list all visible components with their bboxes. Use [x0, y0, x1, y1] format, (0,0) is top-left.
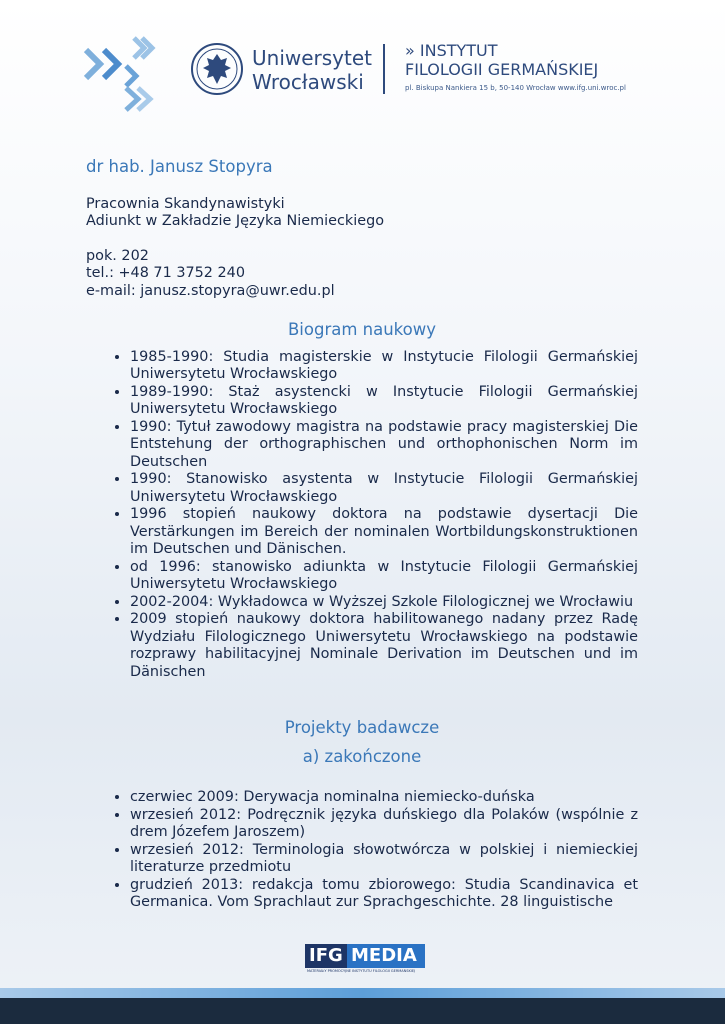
list-item: • 2009 stopień naukowy doktora habilitowanego nadany przez Radę Wydziału Filologicznego Uniwersytetu Wrocławskiego na podstawie rozprawy habilitacyjnej Nominale Derivation im Deutschen und im Dänischen: [130, 611, 638, 681]
biography-heading: Biogram naukowy: [287, 320, 437, 339]
phone-number: tel.: +48 71 3752 240: [86, 265, 245, 281]
main-content: [86, 158, 638, 912]
contact-info: [86, 248, 638, 301]
list-item: • od 1996: stanowisko adiunkta w Instytucie Filologii Germańskiej Uniwersytetu Wrocławskiego: [130, 559, 638, 594]
list-item: • wrzesień 2012: Terminologia słowotwórcza w polskiej i niemieckiej literaturze przedmiotu: [130, 842, 638, 877]
ifg-media-logo: [305, 944, 423, 974]
institute-address: pl. Biskupa Nankiera 15 b, 50-140 Wrocław www.ifg.uni.wroc.pl: [405, 84, 626, 92]
list-item: • 1985-1990: Studia magisterskie w Instytucie Filologii Germańskiej Uniwersytetu Wrocławskiego: [130, 349, 638, 384]
footer-accent-bar: [0, 988, 725, 998]
university-name: [252, 46, 372, 94]
logo-part-ifg: IFG: [305, 944, 347, 968]
room-number: pok. 202: [86, 247, 149, 264]
biography-list: [86, 349, 638, 682]
institute-name-line2: FILOLOGII GERMAŃSKIEJ: [405, 60, 599, 79]
university-name-line2: Wrocławski: [252, 70, 364, 94]
header-divider: [383, 44, 385, 94]
person-name: dr hab. Janusz Stopyra: [86, 157, 273, 176]
list-item: • 1990: Tytuł zawodowy magistra na podstawie pracy magisterskiej Die Entstehung der orthographischen und orthophonischen Norm im Deutschen: [130, 419, 638, 472]
email-address: e-mail: janusz.stopyra@uwr.edu.pl: [86, 282, 335, 299]
unit-name: Pracownia Skandynawistyki: [86, 195, 285, 212]
university-name-line1: Uniwersytet: [252, 46, 372, 70]
list-item: • grudzień 2013: redakcja tomu zbiorowego: Studia Scandinavica et Germanica. Vom Sprachlaut zur Sprachgeschichte. 28 linguistische: [130, 877, 638, 912]
institute-block: [405, 42, 626, 93]
logo-tagline: MATERIAŁY PROMOCYJNE INSTYTUTU FILOLOGII GERMAŃSKIEJ: [307, 969, 416, 973]
position-title: Adiunkt w Zakładzie Języka Niemieckiego: [86, 213, 385, 229]
projects-list: [86, 789, 638, 912]
institute-name-line1: » INSTYTUT: [405, 41, 498, 60]
page-header: [0, 0, 725, 120]
projects-heading: Projekty badawcze: [284, 718, 440, 737]
list-item: • 1996 stopień naukowy doktora na podstawie dysertacji Die Verstärkungen im Bereich der nominalen Wortbildungskonstruktionen im Deutschen und Dänischen.: [130, 506, 638, 559]
list-item: • 1989-1990: Staż asystencki w Instytucie Filologii Germańskiej Uniwersytetu Wrocławskiego: [130, 384, 638, 419]
projects-subheading: a) zakończone: [302, 746, 422, 766]
chevrons-icon: [82, 36, 162, 112]
list-item: • czerwiec 2009: Derywacja nominalna niemiecko-duńska: [130, 789, 638, 807]
list-item: • 2002-2004: Wykładowca w Wyższej Szkole Filologicznej we Wrocławiu: [130, 594, 638, 612]
list-item: • wrzesień 2012: Podręcznik języka duńskiego dla Polaków (wspólnie z drem Józefem Jaroszem): [130, 807, 638, 842]
department-info: [86, 196, 638, 231]
logo-part-media: MEDIA: [347, 944, 425, 968]
footer-bar: [0, 998, 725, 1024]
list-item: • 1990: Stanowisko asystenta w Instytucie Filologii Germańskiej Uniwersytetu Wrocławskiego: [130, 471, 638, 506]
university-seal-icon: [190, 42, 244, 96]
